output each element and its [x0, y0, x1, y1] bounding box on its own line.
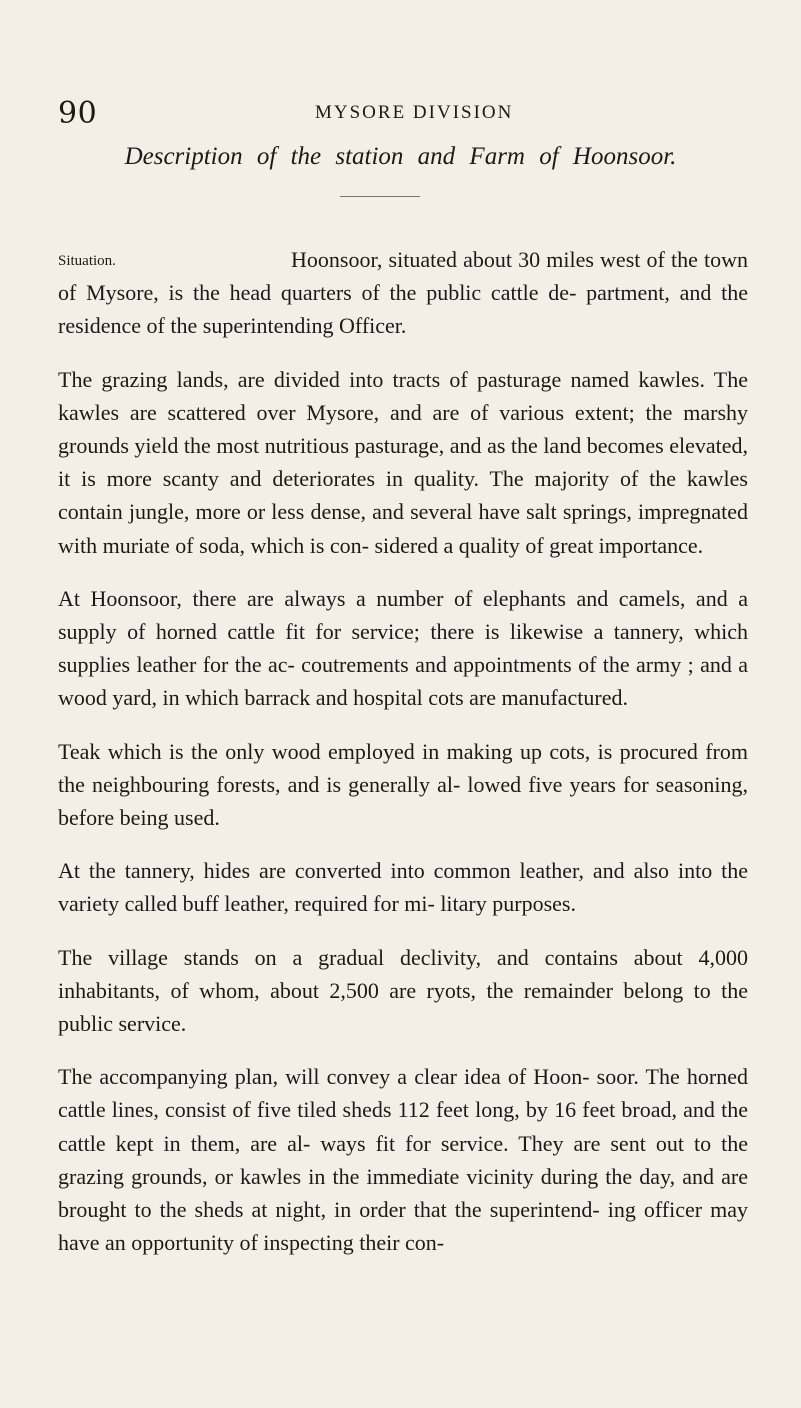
paragraph-gap: [58, 343, 748, 363]
paragraph-tannery: At the tannery, hides are converted into common leather, and also into the variety called buff leather, required for mi- litary purposes.: [58, 858, 748, 917]
paragraph-plan: The accompanying plan, will convey a clear idea of Hoon- soor. The horned cattle lines, consist of five tiled sheds 112 feet long, by 16 feet broad, and the cattle kept in them, are al- ways fit for service. They are sent out to the grazing grounds, or kawles in the immediate vicinity during the day, and are brought to the sheds at night, in order that the superintend- ing officer may have an opportunity of inspecting their con-: [58, 1064, 748, 1256]
paragraph-village: The village stands on a gradual declivity, and contains about 4,000 inhabitants, of whom, about 2,500 are ryots, the remainder belong to the public service.: [58, 944, 748, 1037]
running-head: MYSORE DIVISION: [315, 102, 514, 123]
paragraph-gap: [58, 834, 748, 854]
body-text: [58, 243, 748, 1259]
paragraph-gap: [58, 715, 748, 735]
title-divider: [340, 196, 420, 197]
paragraph-situation: Hoonsoor, situated about 30 miles west of the town of Mysore, is the head quarters of the public cattle de- partment, and the residence of the superintending Officer.: [58, 247, 748, 339]
paragraph-gap: [58, 562, 748, 582]
paragraph-elephants: At Hoonsoor, there are always a number of elephants and camels, and a supply of horned cattle fit for service; there is likewise a tannery, which supplies leather for the ac- coutrements and appointments of the army ; and a wood yard, in which barrack and hospital cots are manufactured.: [58, 585, 748, 711]
page-header: [58, 96, 748, 131]
section-title: Description of the station and Farm of Hoonsoor.: [124, 143, 677, 170]
page-number: 90: [58, 96, 98, 131]
paragraph-grazing-lands: The grazing lands, are divided into tracts of pasturage named kawles. The kawles are scattered over Mysore, and are of various extent; the marshy grounds yield the most nutritious pasturage, and as the land becomes elevated, it is more scanty and deteriorates in quality. The majority of the kawles contain jungle, more or less dense, and several have salt springs, impregnated with muriate of soda, which is con- sidered a quality of great importance.: [58, 366, 748, 558]
paragraph-gap: [58, 1040, 748, 1060]
paragraph-gap: [58, 921, 748, 941]
paragraph-teak: Teak which is the only wood employed in making up cots, is procured from the neighbouring forests, and is generally al- lowed five years for seasoning, before being used.: [58, 738, 748, 831]
marginal-note: Situation.: [58, 253, 116, 269]
